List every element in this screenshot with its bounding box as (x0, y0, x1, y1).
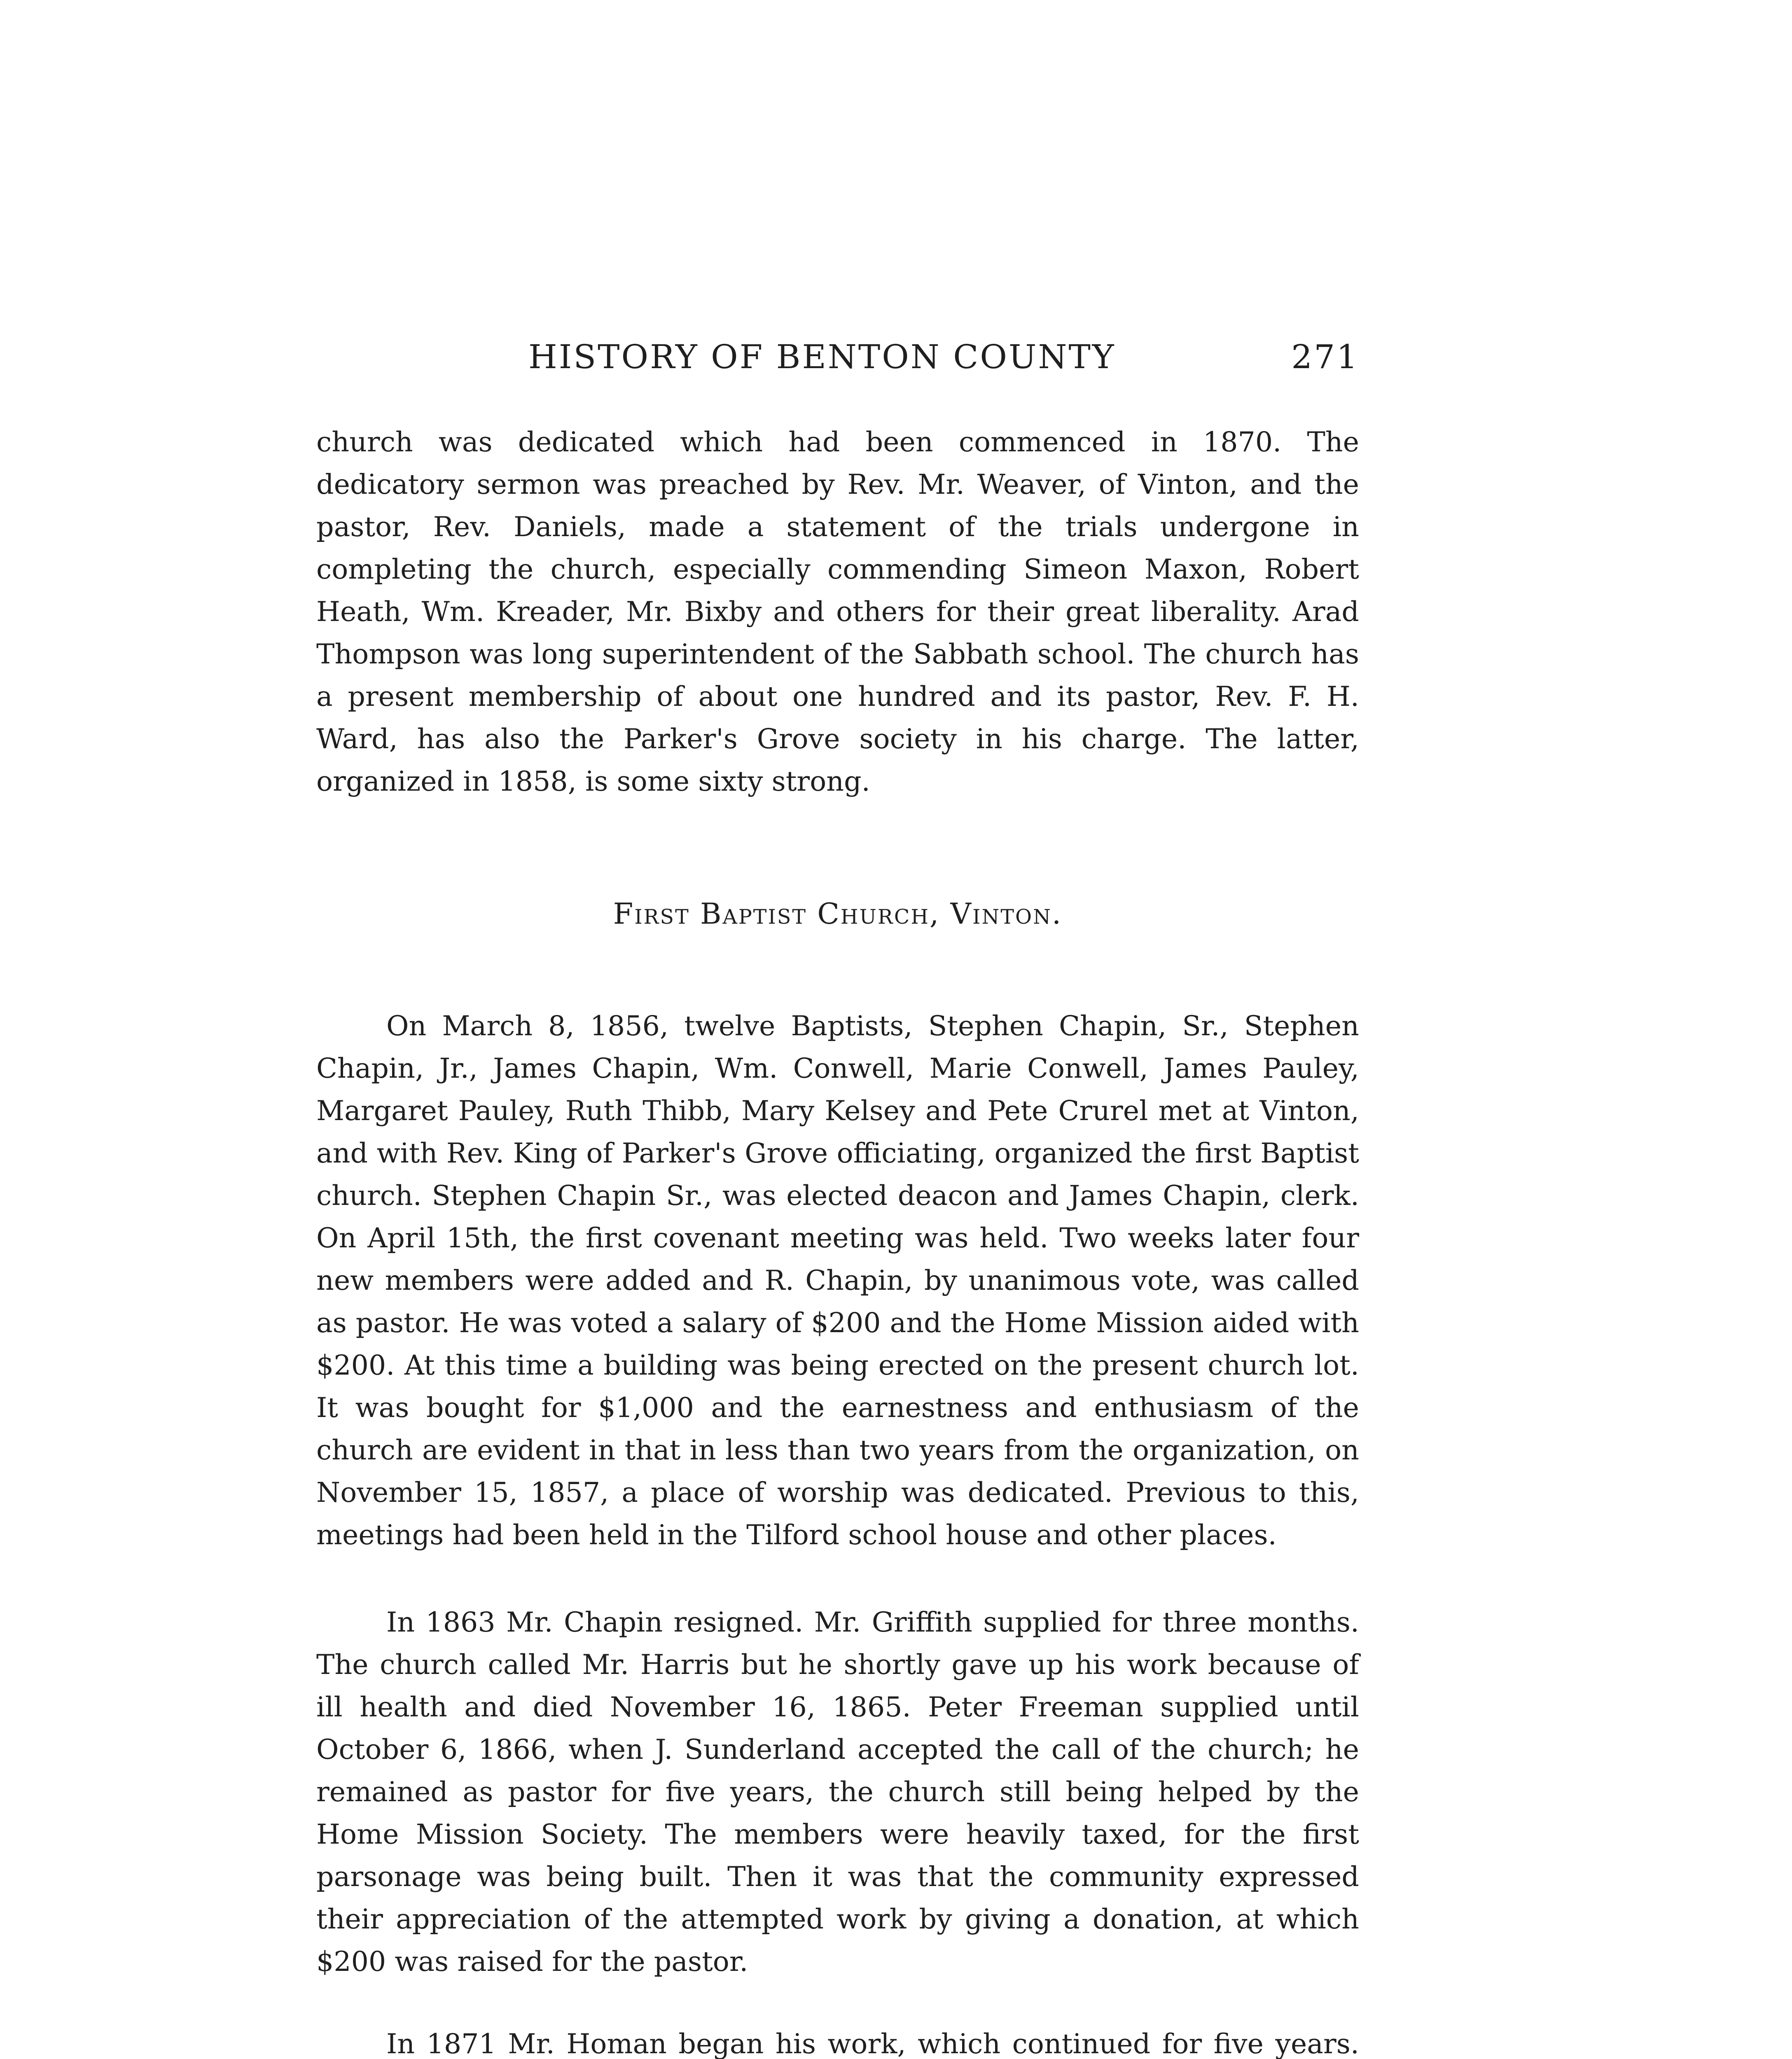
section-heading: First Baptist Church, Vinton. (613, 897, 1063, 931)
paragraph-text: In 1871 Mr. Homan began his work, which continued for five years. (386, 2028, 1359, 2059)
paragraph-pastors-1863 (316, 1601, 1359, 1983)
running-title: HISTORY OF BENTON COUNTY (528, 338, 1116, 376)
paragraph-text: church was dedicated which had been commenced in 1870. The dedicatory sermon was preached by Rev. Mr. Weaver, of Vinton, and the pastor, Rev. Daniels, made a statement of the trials undergone in completing the church, especially commending Simeon Maxon, Robert Heath, Wm. Kreader, Mr. Bixby and others for their great liberality. Arad Thompson was long superintendent of the Sabbath school. The church has a present membership of about one hundred and its pastor, Rev. F. H. Ward, has also the Parker's Grove society in his charge. The latter, organized in 1858, is some sixty strong. (316, 426, 1359, 797)
paragraph-continuation (316, 421, 1359, 803)
paragraph-pastors-1871 (316, 2023, 1359, 2059)
page-header (316, 334, 1359, 380)
paragraph-founding (316, 1005, 1359, 1556)
page-number: 271 (1291, 338, 1359, 376)
paragraph-text: In 1863 Mr. Chapin resigned. Mr. Griffith supplied for three months. The church called Mr. Harris but he shortly gave up his work because of ill health and died November 16, 1865. Peter Freeman supplied until October 6, 1866, when J. Sunderland accepted the call of the church; he remained as pastor for five years, the church still being helped by the Home Mission Society. The members were heavily taxed, for the first parsonage was being built. Then it was that the community expressed their appreciation of the attempted work by giving a donation, at which $200 was raised for the pastor. (316, 1606, 1359, 1977)
paragraph-text: On March 8, 1856, twelve Baptists, Stephen Chapin, Sr., Stephen Chapin, Jr., James Chapin, Wm. Conwell, Marie Conwell, James Pauley, Margaret Pauley, Ruth Thibb, Mary Kelsey and Pete Crurel met at Vinton, and with Rev. King of Parker's Grove officiating, organized the first Baptist church. Stephen Chapin Sr., was elected deacon and James Chapin, clerk. On April 15th, the first covenant meeting was held. Two weeks later four new members were added and R. Chapin, by unanimous vote, was called as pastor. He was voted a salary of $200 and the Home Mission aided with $200. At this time a building was being erected on the present church lot. It was bought for $1,000 and the earnestness and enthusiasm of the church are evident in that in less than two years from the organization, on November 15, 1857, a place of worship was dedicated. Previous to this, meetings had been held in the Tilford school house and other places. (316, 1010, 1359, 1551)
